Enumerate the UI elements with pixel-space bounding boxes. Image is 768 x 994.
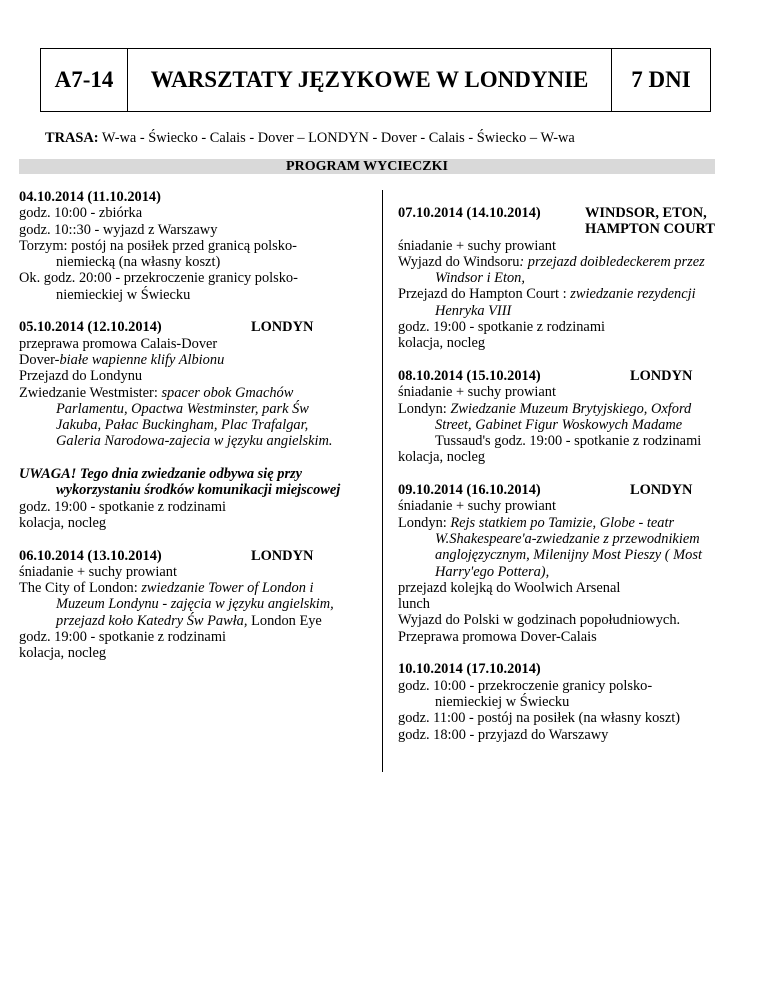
day-5-line: Street, Gabinet Figur Woskowych Madame	[435, 416, 683, 433]
day-6-line: Londyn: Rejs statkiem po Tamizie, Globe - teatr	[398, 514, 675, 531]
column-divider	[382, 190, 383, 772]
day-4-line: Wyjazd do Windsoru: przejazd doibledeckerem przez	[398, 253, 705, 270]
day-4-line: śniadanie + suchy prowiant	[398, 237, 556, 254]
day-4-date: 07.10.2014 (14.10.2014)	[398, 205, 541, 221]
day-3-line: The City of London: zwiedzanie Tower of London i	[19, 580, 314, 597]
day-5-line: kolacja, nocleg	[398, 449, 486, 466]
day-4	[398, 205, 748, 352]
day-4-line: kolacja, nocleg	[398, 335, 486, 352]
day-6-line: śniadanie + suchy prowiant	[398, 498, 556, 515]
warning-note	[19, 466, 374, 531]
day-1-line: Torzym: postój na posiłek przed granicą polsko-	[19, 237, 297, 254]
day-2-place: LONDYN	[251, 319, 314, 336]
day-1-line: niemieckiej w Świecku	[56, 286, 191, 303]
day-2-line: Parlamentu, Opactwa Westminster, park Św	[56, 400, 309, 417]
day-4-line: Windsor i Eton,	[435, 270, 525, 287]
day-3-heading	[19, 548, 374, 564]
day-7-line: godz. 11:00 - postój na posiłek (na własny koszt)	[398, 710, 681, 727]
route-line	[45, 130, 575, 146]
day-6-line: lunch	[398, 596, 430, 613]
day-5-line: Londyn: Zwiedzanie Muzeum Brytyjskiego, Oxford	[398, 400, 692, 417]
day-2	[19, 319, 374, 449]
header-table	[40, 48, 711, 112]
day-6	[398, 482, 748, 645]
day-3-line: Muzeum Londynu - zajęcia w języku angielskim,	[56, 596, 334, 613]
day-3-line: przejazd koło Katedry Św Pawła, London Eye	[56, 612, 322, 629]
day-5-heading	[398, 368, 748, 384]
route-label: TRASA:	[45, 130, 99, 146]
program-title: PROGRAM WYCIECZKI	[286, 159, 448, 174]
day-7-line: godz. 10:00 - przekroczenie granicy polsko-	[398, 677, 653, 694]
day-1-line: godz. 10:00 - zbiórka	[19, 205, 143, 222]
day-5-line: śniadanie + suchy prowiant	[398, 384, 556, 401]
day-4-line: godz. 19:00 - spotkanie z rodzinami	[398, 319, 606, 336]
day-1	[19, 189, 374, 303]
day-5-place: LONDYN	[630, 367, 693, 384]
tour-code: A7-14	[41, 49, 128, 111]
right-column	[398, 189, 748, 759]
day-7-line: niemieckiej w Świecku	[435, 693, 570, 710]
day-4-destination: WINDSOR, ETON, HAMPTON COURT	[585, 205, 715, 238]
day-6-line: Wyjazd do Polski w godzinach popołudniowych.	[398, 612, 681, 629]
note-line: kolacja, nocleg	[19, 514, 107, 531]
day-2-date: 05.10.2014 (12.10.2014)	[19, 319, 162, 336]
day-2-line: Dover-białe wapienne klify Albionu	[19, 351, 225, 368]
day-7-line: godz. 18:00 - przyjazd do Warszawy	[398, 726, 609, 743]
day-2-line: Jakuba, Pałac Buckingham, Plac Trafalgar,	[56, 417, 309, 434]
program-title-bar	[19, 159, 715, 174]
day-2-line: Galeria Narodowa-zajecia w języku angielskim.	[56, 433, 333, 450]
tour-duration: 7 DNI	[631, 66, 691, 92]
day-3-place: LONDYN	[251, 547, 314, 564]
day-6-line: Harry'ego Pottera),	[435, 563, 550, 580]
day-4-heading	[398, 205, 748, 238]
day-2-line: Zwiedzanie Westmister: spacer obok Gmachów	[19, 384, 294, 401]
tour-title: WARSZTATY JĘZYKOWE W LONDYNIE	[128, 49, 612, 111]
day-3-line: kolacja, nocleg	[19, 645, 107, 662]
day-1-line: godz. 10::30 - wyjazd z Warszawy	[19, 221, 218, 238]
day-3-line: godz. 19:00 - spotkanie z rodzinami	[19, 629, 227, 646]
day-5-line: Tussaud's godz. 19:00 - spotkanie z rodzinami	[435, 433, 702, 450]
day-6-line: przejazd kolejką do Woolwich Arsenal	[398, 579, 621, 596]
day-1-line: niemiecką (na własny koszt)	[56, 254, 221, 271]
day-6-place: LONDYN	[630, 482, 693, 499]
day-2-line: przeprawa promowa Calais-Dover	[19, 335, 218, 352]
day-6-heading	[398, 482, 748, 498]
day-3	[19, 548, 374, 662]
day-1-line: Ok. godz. 20:00 - przekroczenie granicy polsko-	[19, 270, 298, 287]
day-4-line: Henryka VIII	[435, 302, 512, 319]
day-5-date: 08.10.2014 (15.10.2014)	[398, 367, 541, 384]
day-3-date: 06.10.2014 (13.10.2014)	[19, 547, 162, 564]
day-7	[398, 661, 748, 742]
route-text: W-wa - Świecko - Calais - Dover – LONDYN - Dover - Calais - Świecko – W-wa	[98, 130, 575, 146]
day-2-line: Przejazd do Londynu	[19, 368, 143, 385]
day-6-date: 09.10.2014 (16.10.2014)	[398, 482, 541, 499]
left-column	[19, 189, 374, 678]
warning-text: wykorzystaniu środków komunikacji miejscowej	[56, 482, 341, 499]
day-2-heading	[19, 319, 374, 335]
day-1-date: 04.10.2014 (11.10.2014)	[19, 189, 161, 205]
day-7-date: 10.10.2014 (17.10.2014)	[398, 661, 541, 678]
day-3-line: śniadanie + suchy prowiant	[19, 563, 177, 580]
day-4-line: Przejazd do Hampton Court : zwiedzanie rezydencji	[398, 286, 696, 303]
day-6-line: W.Shakespeare'a-zwiedzanie z przewodnikiem	[435, 530, 700, 547]
note-line: godz. 19:00 - spotkanie z rodzinami	[19, 498, 227, 515]
day-6-line: anglojęzycznym, Milenijny Most Pieszy ( Most	[435, 547, 702, 564]
day-5	[398, 368, 748, 466]
warning-text: UWAGA! Tego dnia zwiedzanie odbywa się przy	[19, 466, 303, 483]
day-6-line: Przeprawa promowa Dover-Calais	[398, 628, 597, 645]
